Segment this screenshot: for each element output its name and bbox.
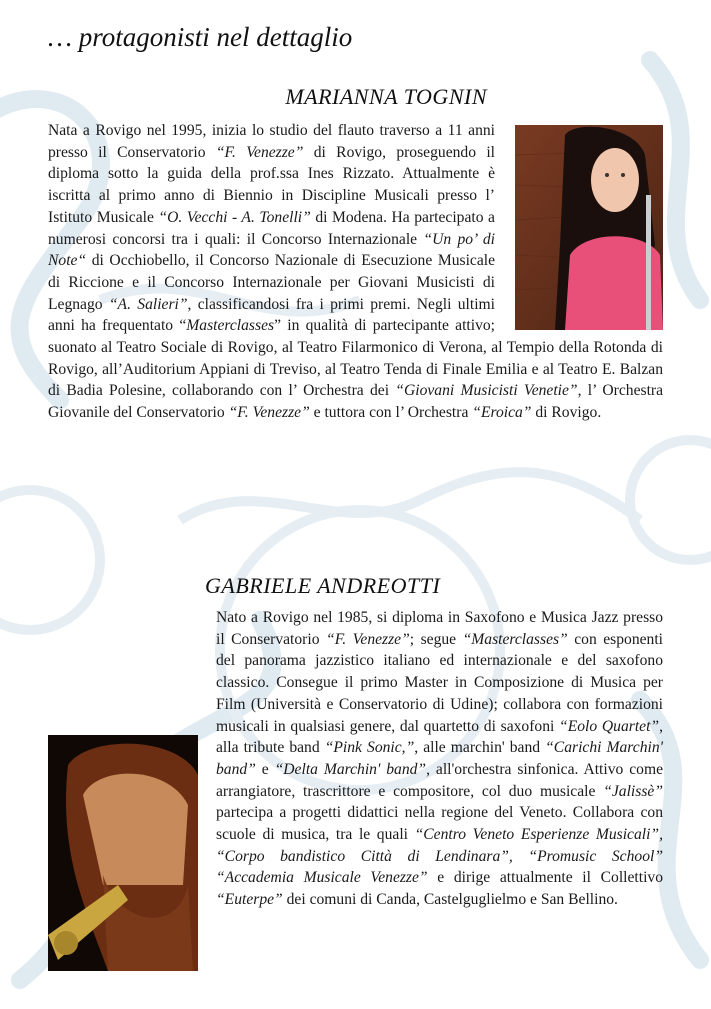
italic-title: “A. Salieri” <box>108 295 188 313</box>
italic-title: “Eroica” <box>472 404 532 422</box>
bio-segment: dei comuni di Canda, Castelguglielmo e San Bellino. <box>282 891 618 909</box>
italic-title: “Eolo Quartet” <box>559 717 660 735</box>
italic-title: “Euterpe” <box>216 891 283 909</box>
bio-segment: di Rovigo. <box>531 404 602 422</box>
bio-segment: e dirige attualmente il Collettivo <box>427 869 663 887</box>
italic-title: “O. Vecchi - A. Tonelli” <box>158 208 311 226</box>
italic-title: “F. Venezze” <box>215 143 304 161</box>
italic-title: “F. Venezze” <box>326 630 410 648</box>
italic-title: “Centro Veneto Esperienze Musicali”, “Corpo bandistico Città di Lendinara”, “Promusic School” “Accademia Musicale Venezze” <box>216 826 663 887</box>
italic-title: Masterclasses <box>186 317 275 335</box>
bio-segment: di Occhiobello, il Concorso Nazionale di Esecuzione Musicale di Riccione e il Concorso Internazionale per Giovani Musicisti di Legnago <box>48 252 495 313</box>
bio-segment: con esponenti del panorama jazzistico italiano ed internazionale e del saxofono classico. Consegue il primo Master in Composizione di Musica per Film (Università e Conservatorio di Udine); collabora con formazioni musicali in qualsiasi genere, dal quartetto di saxofoni <box>216 630 664 735</box>
musician-bio <box>48 120 663 424</box>
italic-title: “F. Venezze” <box>228 404 310 422</box>
bio-text <box>216 609 663 908</box>
italic-title: “Giovani Musicisti Venetie” <box>395 382 578 400</box>
musician-bio <box>48 607 663 979</box>
bio-segment: ; segue <box>409 630 463 648</box>
italic-title: “Carichi Marchin' band” <box>216 739 663 778</box>
bio-segment: e <box>255 760 275 778</box>
italic-title: “Un po’ di Note“ <box>48 230 495 270</box>
bio-segment: ” in qualità di partecipante attivo; suonato al Teatro Sociale di Rovigo, al Teatro Filarmonico di Verona, al Tempio della Rotonda di Rovigo, all’Auditorium Appiani di Treviso, al Teatro Tenda di Finale Emilia e al Teatro E. Balzan di Badia Polesine, collaborando con l’ Orchestra dei <box>48 317 663 400</box>
bio-segment: e tuttora con l’ Orchestra <box>309 404 473 422</box>
musician-photo <box>48 735 198 971</box>
italic-title: “Jalissè” <box>603 782 663 800</box>
bio-segment: Nata a Rovigo nel 1995, inizia lo studio del flauto traverso a 11 anni presso il Conservatorio <box>48 122 495 161</box>
italic-title: “Delta Marchin' band” <box>274 760 427 778</box>
bio-segment: , l’ Orchestra Giovanile del Conservatorio <box>48 382 664 422</box>
italic-title: “Pink Sonic,” <box>324 739 415 757</box>
bio-segment: di Modena. Ha partecipato a numerosi concorsi tra i quali: il Concorso Internazionale <box>48 208 495 248</box>
bio-segment: Nato a Rovigo nel 1985, si diploma in Saxofono e Musica Jazz presso il Conservatorio <box>216 609 663 648</box>
bio-segment: , alla tribute band <box>216 717 663 757</box>
italic-title: “Masterclasses” <box>462 630 568 648</box>
bio-segment: , alle marchin' band <box>414 739 546 757</box>
musician-photo <box>515 125 663 330</box>
musician-name: GABRIELE ANDREOTTI <box>205 573 441 598</box>
bio-segment: partecipa a progetti didattici nella regione del Veneto. Collabora con scuole di musica, tra le quali <box>216 804 663 844</box>
musician-name: MARIANNA TOGNIN <box>285 84 487 109</box>
bio-segment: , all'orchestra sinfonica. Attivo come arrangiatore, trascrittore e compositore, col duo musicale <box>216 760 663 800</box>
bio-segment: di Rovigo, proseguendo il diploma sotto la guida della prof.ssa Ines Rizzato. Attualmente è iscritta al primo anno di Biennio in Discipline Musicali presso l’ Istituto Musicale <box>48 143 495 226</box>
section-title: … protagonisti nel dettaglio <box>48 22 353 52</box>
bio-segment: , classificandosi fra i primi premi. Negli ultimi anni ha frequentato “ <box>48 295 496 335</box>
